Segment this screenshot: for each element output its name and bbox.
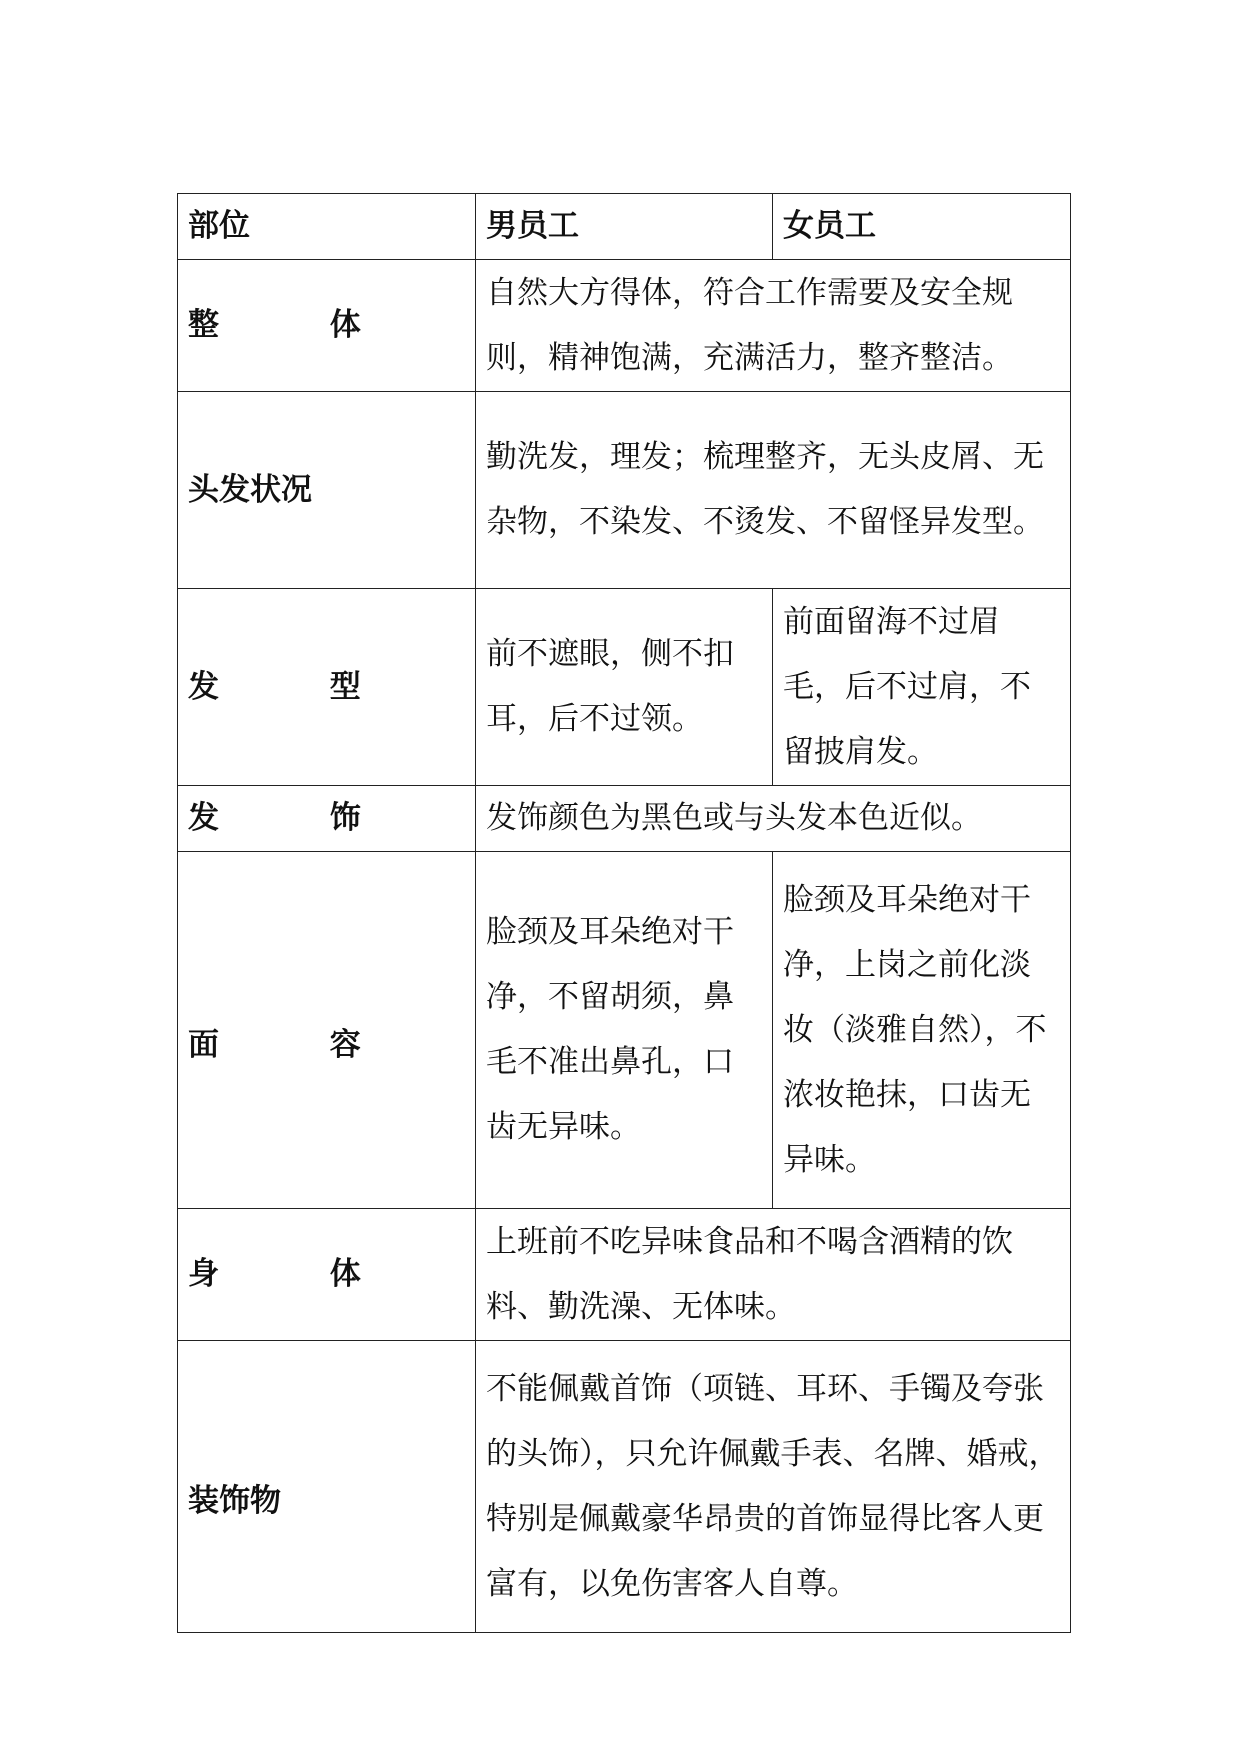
row-part-label: 发 饰 [178,786,476,852]
table-row [178,786,1071,852]
row-male-text: 前不遮眼，侧不扣耳，后不过领。 [476,589,773,786]
header-part: 部位 [178,194,476,260]
row-female-text: 前面留海不过眉毛，后不过肩，不留披肩发。 [773,589,1071,786]
row-part-label: 身 体 [178,1209,476,1341]
row-part-label: 装饰物 [178,1341,476,1633]
header-male: 男员工 [476,194,773,260]
row-shared-text: 发饰颜色为黑色或与头发本色近似。 [476,786,1071,852]
row-shared-text: 上班前不吃异味食品和不喝含酒精的饮料、勤洗澡、无体味。 [476,1209,1071,1341]
table-row [178,852,1071,1209]
table-row [178,392,1071,589]
row-male-text: 脸颈及耳朵绝对干净，不留胡须，鼻毛不准出鼻孔，口齿无异味。 [476,852,773,1209]
table-row [178,589,1071,786]
table-header-row [178,194,1071,260]
row-shared-text: 勤洗发，理发；梳理整齐，无头皮屑、无杂物，不染发、不烫发、不留怪异发型。 [476,392,1071,589]
row-part-label: 整 体 [178,260,476,392]
row-part-label: 头发状况 [178,392,476,589]
header-female: 女员工 [773,194,1071,260]
row-part-label: 面 容 [178,852,476,1209]
row-shared-text: 不能佩戴首饰（项链、耳环、手镯及夸张的头饰），只允许佩戴手表、名牌、婚戒，特别是佩戴豪华昂贵的首饰显得比客人更富有，以免伤害客人自尊。 [476,1341,1071,1633]
grooming-standards-table [177,193,1071,1633]
table-row [178,1209,1071,1341]
row-part-label: 发 型 [178,589,476,786]
row-shared-text: 自然大方得体，符合工作需要及安全规则，精神饱满，充满活力，整齐整洁。 [476,260,1071,392]
table-row [178,1341,1071,1633]
table-row [178,260,1071,392]
row-female-text: 脸颈及耳朵绝对干净，上岗之前化淡妆（淡雅自然），不浓妆艳抹，口齿无异味。 [773,852,1071,1209]
